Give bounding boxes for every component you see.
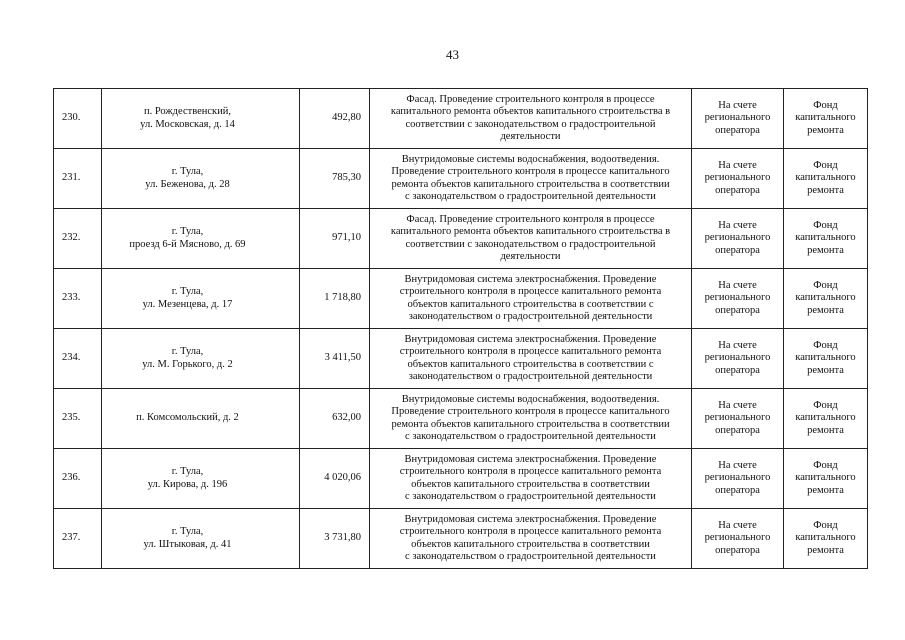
area-cell: 1 718,80: [300, 269, 370, 329]
funding-source-cell: [784, 269, 868, 329]
account-type-cell-line: На счете: [718, 520, 757, 532]
funding-source-cell: [784, 329, 868, 389]
funding-source-cell-line: капитального: [795, 172, 856, 184]
account-type-cell-line: оператора: [715, 244, 760, 256]
address-cell-line: г. Тула,: [171, 286, 204, 298]
account-type-cell-line: На счете: [718, 340, 757, 352]
work-description-cell-line: строительного контроля в процессе капитального ремонта: [399, 346, 662, 358]
funding-source-cell-line: капитального: [795, 352, 856, 364]
work-description-cell-line: законодательством о градостроительной деятельности: [408, 370, 653, 382]
account-type-cell-line: На счете: [718, 400, 757, 412]
account-type-cell-line: регионального: [704, 352, 771, 364]
area-cell: 971,10: [300, 209, 370, 269]
work-description-cell: [370, 209, 692, 269]
account-type-cell-line: На счете: [718, 100, 757, 112]
funding-source-cell: [784, 449, 868, 509]
area-cell: 4 020,06: [300, 449, 370, 509]
address-cell-line: ул. Мезенцева, д. 17: [142, 298, 233, 310]
account-type-cell-line: регионального: [704, 172, 771, 184]
work-description-cell: [370, 329, 692, 389]
work-description-cell: [370, 509, 692, 569]
account-type-cell-line: оператора: [715, 484, 760, 496]
account-type-cell-line: регионального: [704, 412, 771, 424]
repair-schedule-table: [53, 88, 868, 569]
account-type-cell-line: регионального: [704, 532, 771, 544]
funding-source-cell-line: Фонд: [813, 520, 838, 532]
funding-source-cell: [784, 389, 868, 449]
address-cell-line: г. Тула,: [171, 166, 204, 178]
work-description-cell-line: соответствии с законодательством о градостроительной: [405, 118, 656, 130]
address-cell-line: проезд 6-й Мясново, д. 69: [129, 238, 246, 250]
work-description-cell-line: деятельности: [500, 130, 561, 142]
work-description-cell-line: объектов капитального строительства в соответствии с: [407, 358, 654, 370]
funding-source-cell-line: Фонд: [813, 160, 838, 172]
row-number-cell: 237.: [54, 509, 102, 569]
area-cell: 632,00: [300, 389, 370, 449]
funding-source-cell-line: капитального: [795, 532, 856, 544]
row-number-cell: 232.: [54, 209, 102, 269]
address-cell-line: ул. Штыковая, д. 41: [143, 538, 232, 550]
work-description-cell-line: законодательством о градостроительной деятельности: [408, 310, 653, 322]
work-description-cell-line: объектов капитального строительства в соответствии с: [407, 298, 654, 310]
address-cell: [102, 449, 300, 509]
table-row: [54, 149, 868, 209]
account-type-cell-line: оператора: [715, 544, 760, 556]
funding-source-cell-line: капитального: [795, 472, 856, 484]
work-description-cell-line: ремонта объектов капитального строительства в соответствии: [391, 418, 670, 430]
work-description-cell-line: Внутридомовая система электроснабжения. Проведение: [404, 513, 657, 525]
funding-source-cell-line: капитального: [795, 292, 856, 304]
funding-source-cell-line: ремонта: [807, 184, 844, 196]
account-type-cell-line: На счете: [718, 460, 757, 472]
account-type-cell-line: На счете: [718, 160, 757, 172]
account-type-cell-line: оператора: [715, 304, 760, 316]
work-description-cell-line: Внутридомовая система электроснабжения. Проведение: [404, 273, 657, 285]
work-description-cell: [370, 269, 692, 329]
page-number: 43: [446, 47, 459, 62]
address-cell-line: ул. Беженова, д. 28: [145, 178, 230, 190]
work-description-cell-line: с законодательством о градостроительной деятельности: [405, 430, 656, 442]
funding-source-cell-line: ремонта: [807, 544, 844, 556]
row-number-cell: 231.: [54, 149, 102, 209]
work-description-cell-line: строительного контроля в процессе капитального ремонта: [399, 286, 662, 298]
funding-source-cell-line: капитального: [795, 412, 856, 424]
address-cell: [102, 89, 300, 149]
funding-source-cell-line: капитального: [795, 232, 856, 244]
work-description-cell-line: капитального ремонта объектов капитального строительства в: [390, 226, 671, 238]
funding-source-cell-line: Фонд: [813, 220, 838, 232]
account-type-cell-line: регионального: [704, 112, 771, 124]
address-cell: [102, 269, 300, 329]
work-description-cell-line: Фасад. Проведение строительного контроля в процессе: [406, 93, 655, 105]
funding-source-cell-line: ремонта: [807, 124, 844, 136]
account-type-cell-line: оператора: [715, 424, 760, 436]
funding-source-cell-line: ремонта: [807, 304, 844, 316]
work-description-cell-line: ремонта объектов капитального строительства в соответствии: [391, 178, 670, 190]
account-type-cell: [692, 509, 784, 569]
account-type-cell-line: регионального: [704, 472, 771, 484]
table-row: [54, 389, 868, 449]
address-cell-line: ул. Кирова, д. 196: [147, 478, 228, 490]
address-cell-line: п. Рождественский,: [143, 106, 231, 118]
account-type-cell-line: оператора: [715, 364, 760, 376]
account-type-cell: [692, 389, 784, 449]
funding-source-cell: [784, 149, 868, 209]
account-type-cell-line: На счете: [718, 280, 757, 292]
account-type-cell: [692, 209, 784, 269]
table-row: [54, 269, 868, 329]
account-type-cell-line: регионального: [704, 232, 771, 244]
funding-source-cell-line: Фонд: [813, 400, 838, 412]
account-type-cell: [692, 149, 784, 209]
table-row: [54, 329, 868, 389]
work-description-cell-line: с законодательством о градостроительной деятельности: [405, 550, 656, 562]
funding-source-cell: [784, 509, 868, 569]
work-description-cell-line: Внутридомовые системы водоснабжения, водоотведения.: [401, 153, 660, 165]
account-type-cell: [692, 89, 784, 149]
work-description-cell-line: строительного контроля в процессе капитального ремонта: [399, 526, 662, 538]
address-cell-line: п. Комсомольский, д. 2: [136, 412, 239, 424]
table-row: [54, 89, 868, 149]
address-cell: [102, 149, 300, 209]
address-cell-line: ул. М. Горького, д. 2: [142, 358, 233, 370]
funding-source-cell: [784, 89, 868, 149]
work-description-cell-line: Фасад. Проведение строительного контроля в процессе: [406, 213, 655, 225]
account-type-cell: [692, 329, 784, 389]
account-type-cell-line: На счете: [718, 220, 757, 232]
work-description-cell-line: соответствии с законодательством о градостроительной: [405, 238, 656, 250]
funding-source-cell-line: капитального: [795, 112, 856, 124]
work-description-cell-line: объектов капитального строительства в соответствии: [411, 478, 650, 490]
funding-source-cell-line: ремонта: [807, 364, 844, 376]
table-row: [54, 209, 868, 269]
work-description-cell-line: Внутридомовая система электроснабжения. Проведение: [404, 453, 657, 465]
work-description-cell: [370, 389, 692, 449]
funding-source-cell-line: ремонта: [807, 484, 844, 496]
area-cell: 785,30: [300, 149, 370, 209]
address-cell: [102, 509, 300, 569]
work-description-cell: [370, 89, 692, 149]
row-number-cell: 236.: [54, 449, 102, 509]
table-row: [54, 449, 868, 509]
work-description-cell-line: Внутридомовая система электроснабжения. Проведение: [404, 333, 657, 345]
work-description-cell-line: Внутридомовые системы водоснабжения, водоотведения.: [401, 393, 660, 405]
account-type-cell: [692, 269, 784, 329]
row-number-cell: 230.: [54, 89, 102, 149]
work-description-cell-line: Проведение строительного контроля в процессе капитального: [391, 406, 670, 418]
address-cell: [102, 389, 300, 449]
account-type-cell-line: регионального: [704, 292, 771, 304]
address-cell: [102, 209, 300, 269]
account-type-cell-line: оператора: [715, 124, 760, 136]
work-description-cell-line: деятельности: [500, 250, 561, 262]
row-number-cell: 233.: [54, 269, 102, 329]
funding-source-cell-line: Фонд: [813, 460, 838, 472]
funding-source-cell: [784, 209, 868, 269]
funding-source-cell-line: Фонд: [813, 100, 838, 112]
work-description-cell-line: строительного контроля в процессе капитального ремонта: [399, 466, 662, 478]
area-cell: 3 731,80: [300, 509, 370, 569]
table-body: [54, 89, 868, 569]
address-cell-line: ул. Московская, д. 14: [140, 118, 235, 130]
funding-source-cell-line: ремонта: [807, 424, 844, 436]
work-description-cell-line: с законодательством о градостроительной деятельности: [405, 490, 656, 502]
area-cell: 492,80: [300, 89, 370, 149]
address-cell-line: г. Тула,: [171, 466, 204, 478]
work-description-cell-line: объектов капитального строительства в соответствии: [411, 538, 650, 550]
table-row: [54, 509, 868, 569]
work-description-cell: [370, 449, 692, 509]
address-cell-line: г. Тула,: [171, 346, 204, 358]
account-type-cell: [692, 449, 784, 509]
work-description-cell-line: Проведение строительного контроля в процессе капитального: [391, 166, 670, 178]
funding-source-cell-line: ремонта: [807, 244, 844, 256]
funding-source-cell-line: Фонд: [813, 280, 838, 292]
address-cell: [102, 329, 300, 389]
work-description-cell: [370, 149, 692, 209]
area-cell: 3 411,50: [300, 329, 370, 389]
work-description-cell-line: капитального ремонта объектов капитального строительства в: [390, 106, 671, 118]
work-description-cell-line: с законодательством о градостроительной деятельности: [405, 190, 656, 202]
funding-source-cell-line: Фонд: [813, 340, 838, 352]
account-type-cell-line: оператора: [715, 184, 760, 196]
row-number-cell: 235.: [54, 389, 102, 449]
address-cell-line: г. Тула,: [171, 226, 204, 238]
row-number-cell: 234.: [54, 329, 102, 389]
address-cell-line: г. Тула,: [171, 526, 204, 538]
